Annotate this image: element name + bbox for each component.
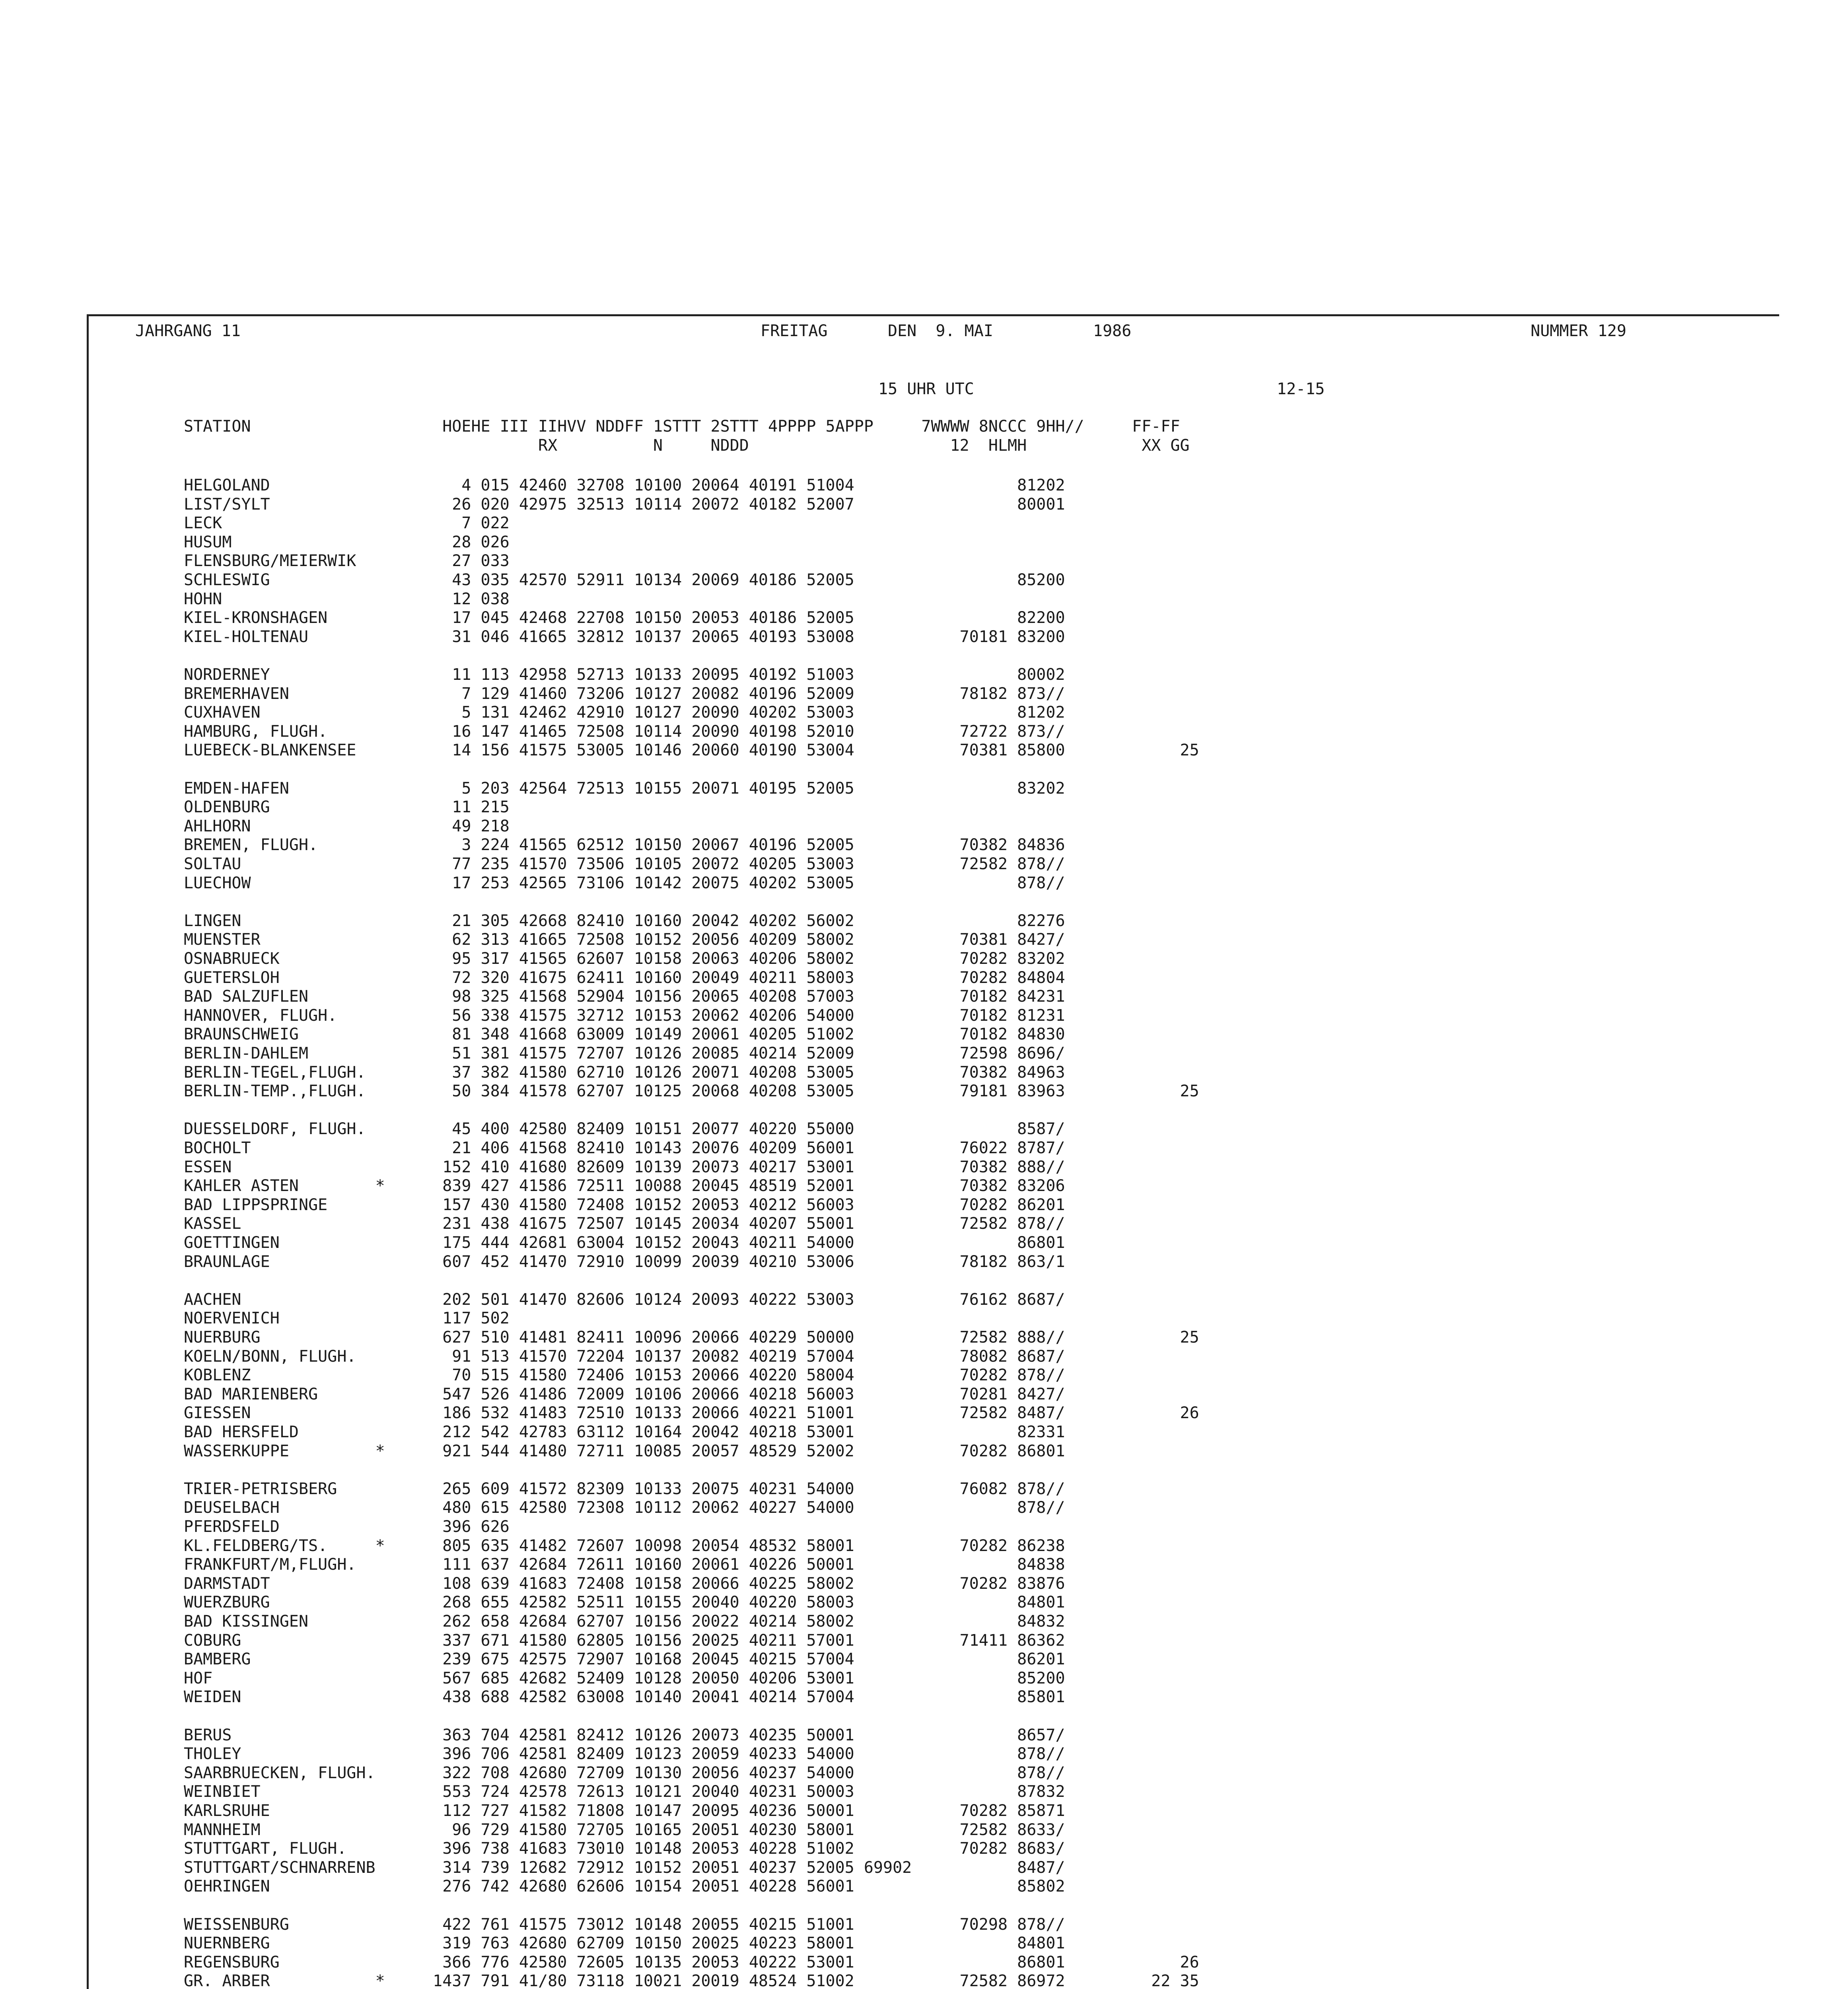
period-label: 12-15 xyxy=(1277,380,1325,398)
table-row: BAD KISSINGEN 262 658 42684 62707 10156 20022 40214 58002 84832 xyxy=(184,1612,1065,1631)
table-row: LECK 7 022 xyxy=(184,514,510,532)
table-row: MUENSTER 62 313 41665 72508 10152 20056 40209 58002 70381 8427/ xyxy=(184,930,1065,949)
table-row: BRAUNLAGE 607 452 41470 72910 10099 20039 40210 53006 78182 863/1 xyxy=(184,1253,1065,1271)
table-row: AACHEN 202 501 41470 82606 10124 20093 40222 53003 76162 8687/ xyxy=(184,1290,1065,1309)
table-row: WEIDEN 438 688 42582 63008 10140 20041 40214 57004 85801 xyxy=(184,1688,1065,1706)
table-row: WASSERKUPPE * 921 544 41480 72711 10085 20057 48529 52002 70282 86801 xyxy=(184,1442,1065,1460)
table-row: DEUSELBACH 480 615 42580 72308 10112 20062 40227 54000 878// xyxy=(184,1499,1065,1517)
table-row: BERUS 363 704 42581 82412 10126 20073 40235 50001 8657/ xyxy=(184,1726,1065,1744)
table-row: BAD LIPPSPRINGE 157 430 41580 72408 10152 20053 40212 56003 70282 86201 xyxy=(184,1196,1065,1214)
table-row: SCHLESWIG 43 035 42570 52911 10134 20069 40186 52005 85200 xyxy=(184,571,1065,589)
table-row: GR. ARBER * 1437 791 41/80 73118 10021 20019 48524 51002 72582 86972 22 35 xyxy=(184,1972,1199,1989)
table-row: KOBLENZ 70 515 41580 72406 10153 20066 40220 58004 70282 878// xyxy=(184,1366,1065,1384)
table-row: COBURG 337 671 41580 62805 10156 20025 40211 57001 71411 86362 xyxy=(184,1631,1065,1650)
table-row: CUXHAVEN 5 131 42462 42910 10127 20090 40202 53003 81202 xyxy=(184,703,1065,722)
table-row: EMDEN-HAFEN 5 203 42564 72513 10155 20071 40195 52005 83202 xyxy=(184,779,1065,798)
table-row: NORDERNEY 11 113 42958 52713 10133 20095 40192 51003 80002 xyxy=(184,666,1065,684)
table-row: KASSEL 231 438 41675 72507 10145 20034 40207 55001 72582 878// xyxy=(184,1214,1065,1233)
table-row: LUECHOW 17 253 42565 73106 10142 20075 40202 53005 878// xyxy=(184,874,1065,892)
table-row: BAMBERG 239 675 42575 72907 10168 20045 40215 57004 86201 xyxy=(184,1650,1065,1668)
table-row: KOELN/BONN, FLUGH. 91 513 41570 72204 10137 20082 40219 57004 78082 8687/ xyxy=(184,1347,1065,1366)
table-row: GOETTINGEN 175 444 42681 63004 10152 20043 40211 54000 86801 xyxy=(184,1234,1065,1252)
table-row: OEHRINGEN 276 742 42680 62606 10154 20051 40228 56001 85802 xyxy=(184,1877,1065,1896)
table-row: HOF 567 685 42682 52409 10128 20050 40206 53001 85200 xyxy=(184,1669,1065,1687)
table-row: HANNOVER, FLUGH. 56 338 41575 32712 10153 20062 40206 54000 70182 81231 xyxy=(184,1006,1065,1025)
year-label: 1986 xyxy=(1093,322,1132,340)
table-row: FLENSBURG/MEIERWIK 27 033 xyxy=(184,552,510,570)
table-row: BREMEN, FLUGH. 3 224 41565 62512 10150 20067 40196 52005 70382 84836 xyxy=(184,836,1065,854)
table-row: HOHN 12 038 xyxy=(184,590,510,608)
table-row: AHLHORN 49 218 xyxy=(184,817,510,835)
table-row: WEISSENBURG 422 761 41575 73012 10148 20055 40215 51001 70298 878// xyxy=(184,1915,1065,1934)
table-row: SOLTAU 77 235 41570 73506 10105 20072 40205 53003 72582 878// xyxy=(184,855,1065,873)
table-row: WEINBIET 553 724 42578 72613 10121 20040 40231 50003 87832 xyxy=(184,1783,1065,1801)
table-row: DARMSTADT 108 639 41683 72408 10158 20066 40225 58002 70282 83876 xyxy=(184,1574,1065,1593)
table-row: NOERVENICH 117 502 xyxy=(184,1309,510,1327)
volume-label: JAHRGANG 11 xyxy=(135,322,241,340)
table-row: BERLIN-DAHLEM 51 381 41575 72707 10126 20085 40214 52009 72598 8696/ xyxy=(184,1044,1065,1063)
table-row: NUERNBERG 319 763 42680 62709 10150 20025 40223 58001 84801 xyxy=(184,1934,1065,1952)
table-row: REGENSBURG 366 776 42580 72605 10135 20053 40222 53001 86801 26 xyxy=(184,1953,1199,1971)
table-row: BRAUNSCHWEIG 81 348 41668 63009 10149 20061 40205 51002 70182 84830 xyxy=(184,1025,1065,1043)
table-row: WUERZBURG 268 655 42582 52511 10155 20040 40220 58003 84801 xyxy=(184,1593,1065,1611)
table-row: DUESSELDORF, FLUGH. 45 400 42580 82409 10151 20077 40220 55000 8587/ xyxy=(184,1120,1065,1138)
column-header-line-2: RX N NDDD 12 HLMH XX GG xyxy=(184,436,1190,455)
table-row: NUERBURG 627 510 41481 82411 10096 20066 40229 50000 72582 888// 25 xyxy=(184,1328,1199,1347)
table-row: OSNABRUECK 95 317 41565 62607 10158 20063 40206 58002 70282 83202 xyxy=(184,950,1065,968)
issue-number: NUMMER 129 xyxy=(1531,322,1626,340)
table-row: LIST/SYLT 26 020 42975 32513 10114 20072 40182 52007 80001 xyxy=(184,495,1065,514)
observation-time: 15 UHR UTC xyxy=(878,380,974,398)
table-row: HAMBURG, FLUGH. 16 147 41465 72508 10114 20090 40198 52010 72722 873// xyxy=(184,722,1065,741)
table-row: BAD SALZUFLEN 98 325 41568 52904 10156 20065 40208 57003 70182 84231 xyxy=(184,987,1065,1006)
table-row: BERLIN-TEMP.,FLUGH. 50 384 41578 62707 10125 20068 40208 53005 79181 83963 25 xyxy=(184,1082,1199,1100)
table-row: ESSEN 152 410 41680 82609 10139 20073 40217 53001 70382 888// xyxy=(184,1158,1065,1176)
table-row: STUTTGART/SCHNARRENB 314 739 12682 72912 10152 20051 40237 52005 69902 8487/ xyxy=(184,1859,1065,1877)
table-row: GUETERSLOH 72 320 41675 62411 10160 20049 40211 58003 70282 84804 xyxy=(184,969,1065,987)
table-row: OLDENBURG 11 215 xyxy=(184,798,510,816)
table-row: HELGOLAND 4 015 42460 32708 10100 20064 40191 51004 81202 xyxy=(184,476,1065,494)
table-row: STUTTGART, FLUGH. 396 738 41683 73010 10148 20053 40228 51002 70282 8683/ xyxy=(184,1839,1065,1858)
table-row: KAHLER ASTEN * 839 427 41586 72511 10088 20045 48519 52001 70382 83206 xyxy=(184,1177,1065,1195)
table-row: LUEBECK-BLANKENSEE 14 156 41575 53005 10146 20060 40190 53004 70381 85800 25 xyxy=(184,741,1199,759)
column-header-line-1: STATION HOEHE III IIHVV NDDFF 1STTT 2STTT 4PPPP 5APPP 7WWWW 8NCCC 9HH// FF-FF xyxy=(184,417,1180,436)
table-row: BREMERHAVEN 7 129 41460 73206 10127 20082 40196 52009 78182 873// xyxy=(184,685,1065,703)
table-row: PFERDSFELD 396 626 xyxy=(184,1518,510,1536)
table-row: BERLIN-TEGEL,FLUGH. 37 382 41580 62710 10126 20071 40208 53005 70382 84963 xyxy=(184,1063,1065,1082)
table-row: GIESSEN 186 532 41483 72510 10133 20066 40221 51001 72582 8487/ 26 xyxy=(184,1404,1199,1422)
table-row: KL.FELDBERG/TS. * 805 635 41482 72607 10098 20054 48532 58001 70282 86238 xyxy=(184,1537,1065,1555)
table-row: SAARBRUECKEN, FLUGH. 322 708 42680 72709 10130 20056 40237 54000 878// xyxy=(184,1764,1065,1782)
table-row: MANNHEIM 96 729 41580 72705 10165 20051 40230 58001 72582 8633/ xyxy=(184,1821,1065,1839)
table-row: KIEL-KRONSHAGEN 17 045 42468 22708 10150 20053 40186 52005 82200 xyxy=(184,609,1065,627)
table-row: FRANKFURT/M,FLUGH. 111 637 42684 72611 10160 20061 40226 50001 84838 xyxy=(184,1555,1065,1574)
weekday-label: FREITAG xyxy=(761,322,828,340)
date-label: DEN 9. MAI xyxy=(888,322,993,340)
table-row: KARLSRUHE 112 727 41582 71808 10147 20095 40236 50001 70282 85871 xyxy=(184,1802,1065,1820)
table-row: THOLEY 396 706 42581 82409 10123 20059 40233 54000 878// xyxy=(184,1745,1065,1763)
table-row: HUSUM 28 026 xyxy=(184,533,510,551)
table-row: BAD HERSFELD 212 542 42783 63112 10164 20042 40218 53001 82331 xyxy=(184,1423,1065,1441)
table-row: LINGEN 21 305 42668 82410 10160 20042 40202 56002 82276 xyxy=(184,912,1065,930)
table-row: KIEL-HOLTENAU 31 046 41665 32812 10137 20065 40193 53008 70181 83200 xyxy=(184,628,1065,646)
table-row: TRIER-PETRISBERG 265 609 41572 82309 10133 20075 40231 54000 76082 878// xyxy=(184,1480,1065,1498)
table-row: BAD MARIENBERG 547 526 41486 72009 10106 20066 40218 56003 70281 8427/ xyxy=(184,1385,1065,1403)
table-row: BOCHOLT 21 406 41568 82410 10143 20076 40209 56001 76022 8787/ xyxy=(184,1139,1065,1157)
